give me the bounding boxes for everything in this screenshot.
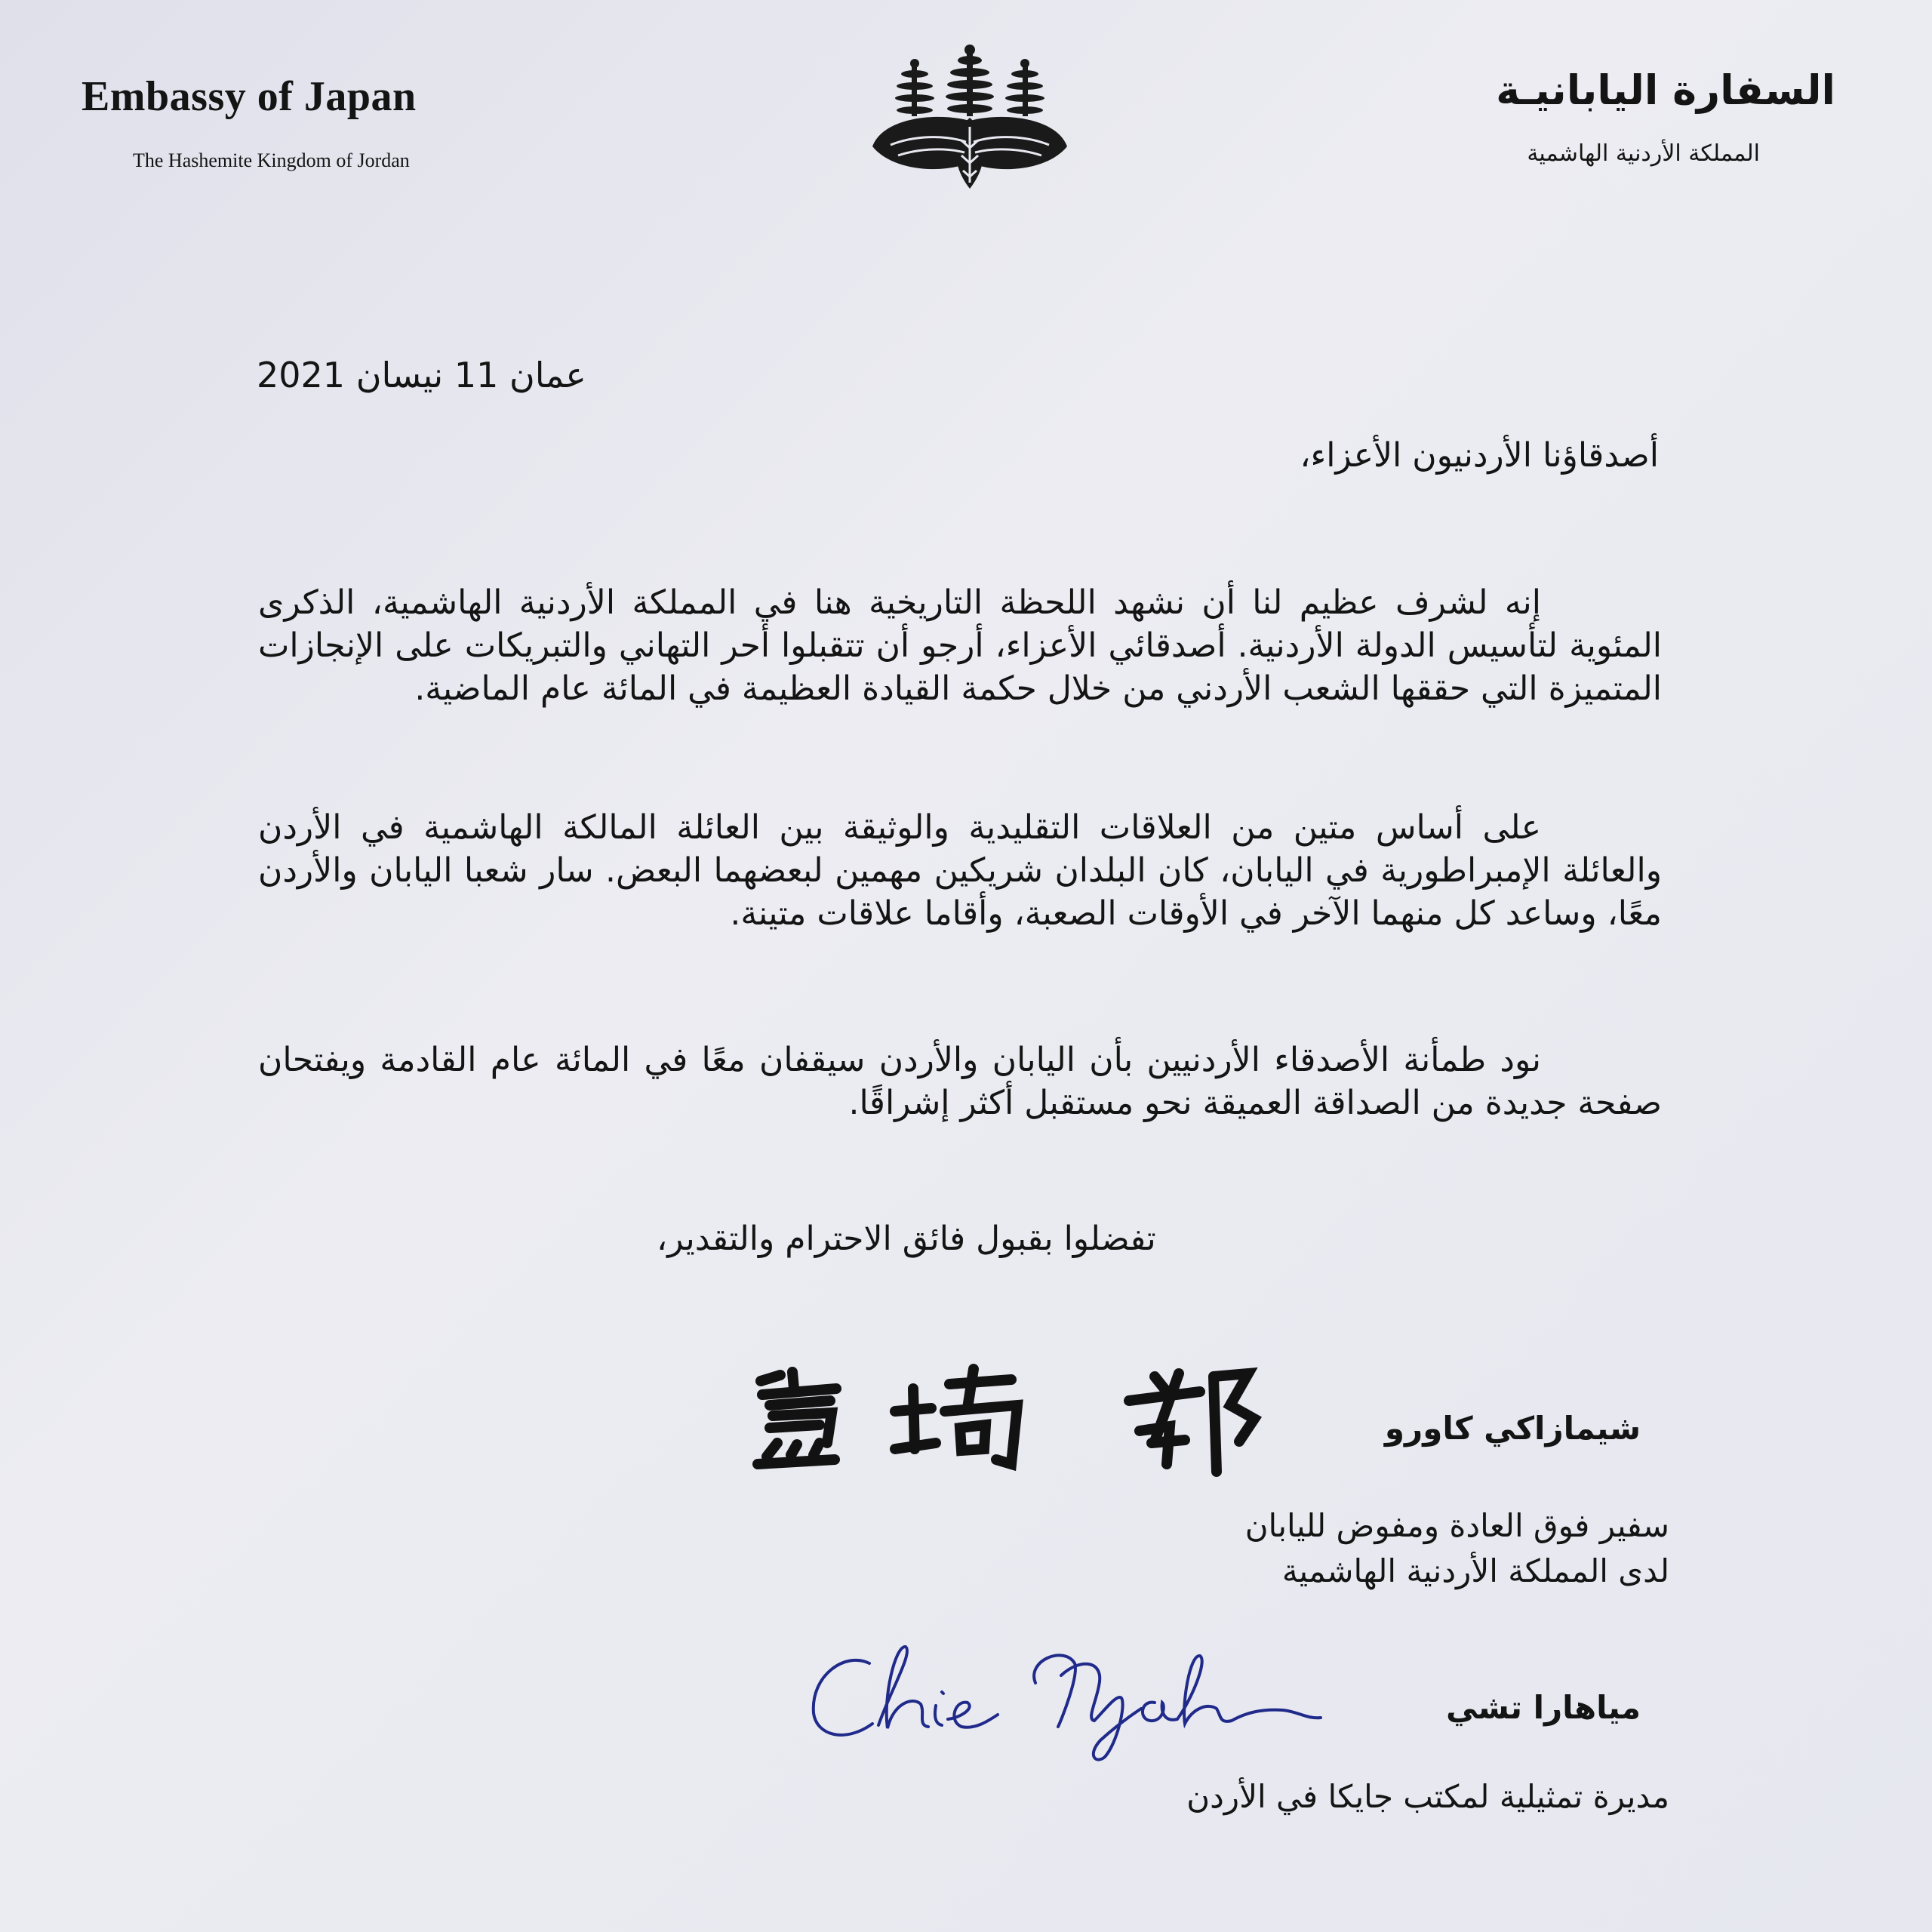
embassy-name-ar: السفارة اليابانيـة: [1496, 66, 1835, 114]
ambassador-title-line-2: لدى المملكة الأردنية الهاشمية: [1281, 1552, 1669, 1589]
body-paragraph-2: على أساس متين من العلاقات التقليدية والوثيقة بين العائلة المالكة الهاشمية في الأردن والعائلة الإمبراطورية في اليابان، كان البلدان شريكين مهمين لبعضهما البعض. سار شعبا اليابان والأردن معًا، وساعد كل منهما الآخر في الأوقات الصعبة، وأقاما علاقات متينة.: [258, 808, 1662, 933]
jica-director-handwritten-signature: [800, 1630, 1374, 1766]
paulownia-crest-icon: [868, 42, 1072, 190]
embassy-country-en: The Hashemite Kingdom of Jordan: [133, 149, 410, 171]
body-paragraph-3: نود طمأنة الأصدقاء الأردنيين بأن اليابان والأردن سيقفان معًا في المائة عام القادمة ويفتحان صفحة جديدة من الصداقة العميقة نحو مستقبل أكثر إشراقًا.: [258, 1041, 1662, 1122]
ambassador-calligraphy-signature: [747, 1358, 1291, 1479]
letter-date: [257, 355, 709, 395]
ambassador-title: [1245, 1503, 1669, 1594]
ambassador-name: شيمازاكي كاورو: [1384, 1410, 1641, 1447]
embassy-country-ar: المملكة الأردنية الهاشمية: [1527, 140, 1760, 167]
closing-line: تفضلوا بقبول فائق الاحترام والتقدير،: [657, 1220, 1156, 1258]
body-paragraph-1: إنه لشرف عظيم لنا أن نشهد اللحظة التاريخية هنا في المملكة الأردنية الهاشمية، الذكرى المئوية لتأسيس الدولة الأردنية. أصدقائي الأعزاء، أرجو أن تتقبلوا أحر التهاني والتبريكات على الإنجازات المتميزة التي حققها الشعب الأردني من خلال حكمة القيادة العظيمة في المائة عام الماضية.: [258, 583, 1662, 708]
salutation: أصدقاؤنا الأردنيون الأعزاء،: [1300, 436, 1659, 475]
jica-director-name: مياهارا تشي: [1445, 1689, 1641, 1726]
jica-director-title: مديرة تمثيلية لمكتب جايكا في الأردن: [1186, 1778, 1669, 1815]
ambassador-title-line-1: سفير فوق العادة ومفوض لليابان: [1244, 1507, 1669, 1544]
date-year: 2021: [257, 355, 346, 395]
date-place: عمان 11 نيسان: [355, 355, 586, 395]
embassy-name-en: Embassy of Japan: [82, 73, 417, 120]
